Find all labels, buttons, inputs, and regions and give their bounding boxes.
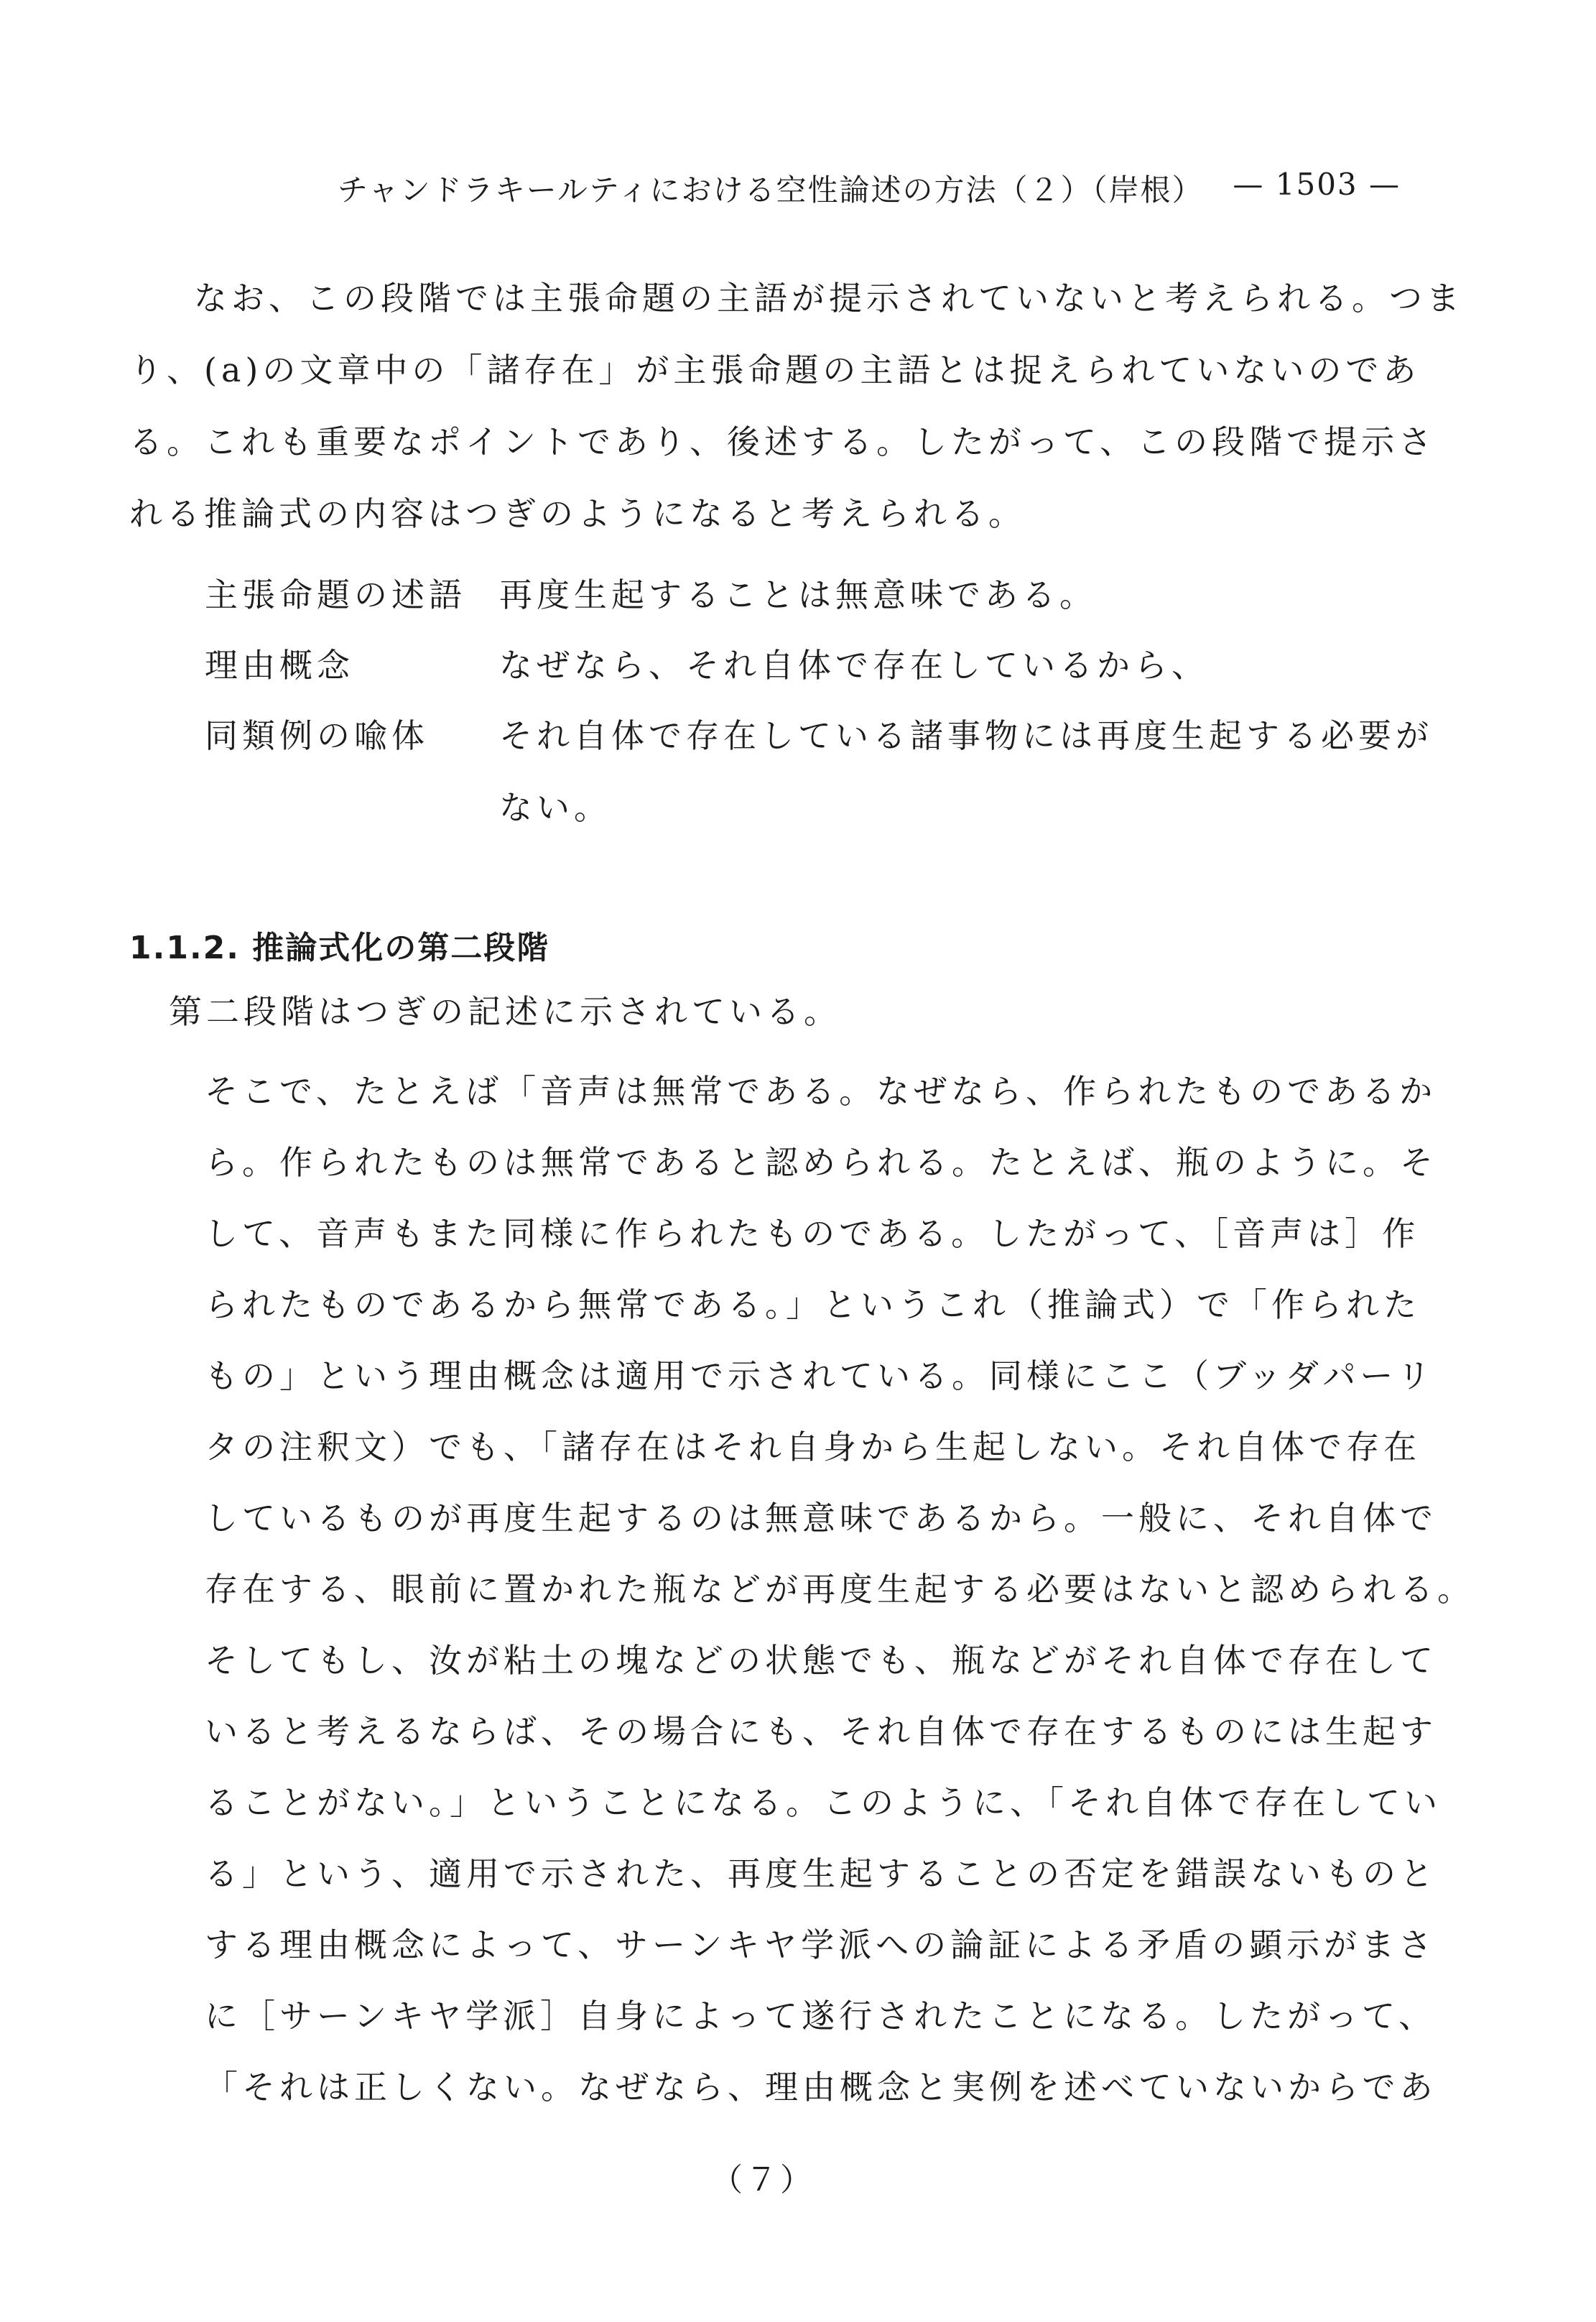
- section-intro: 第二段階はつぎの記述に示されている。: [169, 992, 841, 1031]
- paragraph-line: り、(a)の文章中の「諸存在」が主張命題の主語とは捉えられていないのであ: [129, 351, 1421, 389]
- syllogism-term: 主張命題の述語: [205, 575, 466, 614]
- quote-line: タの注釈文）でも、「諸存在はそれ自身から生起しない。それ自体で存在: [205, 1428, 1421, 1466]
- quote-line: もの」という理由概念は適用で示されている。同様にここ（ブッダパーリ: [205, 1356, 1435, 1395]
- running-header: [338, 167, 1401, 210]
- quote-line: する理由概念によって、サーンキヤ学派への論証による矛盾の顕示がまさ: [205, 1925, 1437, 1964]
- syllogism-term: 理由概念: [205, 646, 354, 685]
- quote-line: 存在する、眼前に置かれた瓶などが再度生起する必要はないと認められる。: [205, 1570, 1475, 1609]
- section-heading: 1.1.2. 推論式化の第二段階: [129, 930, 550, 966]
- quote-line: しているものが再度生起するのは無意味であるから。一般に、それ自体で: [205, 1499, 1437, 1537]
- quote-line: そしてもし、汝が粘土の塊などの状態でも、瓶などがそれ自体で存在して: [205, 1641, 1437, 1680]
- footer-page-number: （７）: [711, 2162, 815, 2198]
- syllogism-term: 同類例の喩体: [205, 716, 429, 755]
- quote-line: ることがない。」ということになる。このように、「それ自体で存在してい: [205, 1783, 1442, 1822]
- paragraph-line: れる推論式の内容はつぎのようになると考えられる。: [129, 494, 1026, 533]
- quote-line: られたものであるから無常である。」というこれ（推論式）で「作られた: [205, 1285, 1421, 1324]
- quote-line: る」という、適用で示された、再度生起することの否定を錯誤ないものと: [205, 1854, 1437, 1893]
- quote-line: して、音声もまた同様に作られたものである。したがって、［音声は］作: [205, 1214, 1420, 1253]
- paragraph-line: なお、この段階では主張命題の主語が提示されていないと考えられる。つま: [194, 279, 1464, 318]
- syllogism-desc: ない。: [499, 788, 611, 827]
- running-header-title: チャンドラキールティにおける空性論述の方法（２）（岸根）: [338, 172, 1204, 208]
- syllogism-desc: それ自体で存在している諸事物には再度生起する必要が: [499, 716, 1433, 755]
- quote-line: に［サーンキヤ学派］自身によって遂行されたことになる。したがって、: [205, 1997, 1437, 2035]
- quote-line: 「それは正しくない。なぜなら、理由概念と実例を述べていないからであ: [205, 2068, 1437, 2106]
- quote-line: いると考えるならば、その場合にも、それ自体で存在するものには生起す: [205, 1712, 1437, 1751]
- syllogism-desc: 再度生起することは無意味である。: [499, 575, 1097, 614]
- syllogism-desc: なぜなら、それ自体で存在しているから、: [499, 646, 1209, 685]
- quote-line: ら。作られたものは無常であると認められる。たとえば、瓶のように。そ: [205, 1143, 1437, 1182]
- running-header-page-number: — 1503 —: [1233, 167, 1401, 202]
- paragraph-line: る。これも重要なポイントであり、後述する。したがって、この段階で提示さ: [129, 422, 1437, 461]
- quote-line: そこで、たとえば「音声は無常である。なぜなら、作られたものであるか: [205, 1072, 1437, 1111]
